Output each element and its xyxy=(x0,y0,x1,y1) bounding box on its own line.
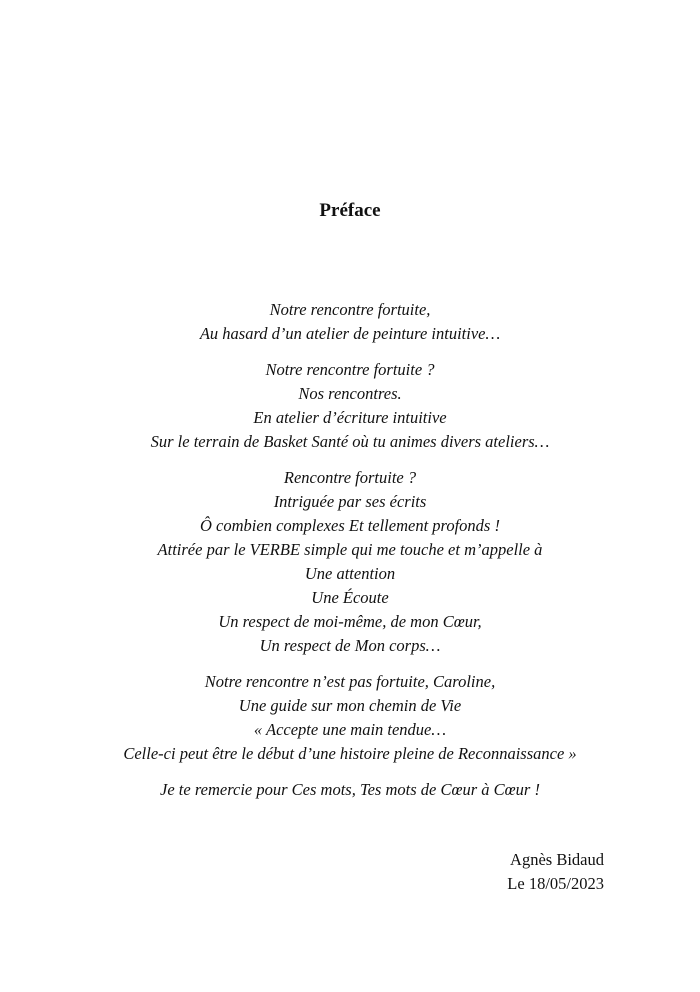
poem-line: Celle-ci peut être le début d’une histoire pleine de Reconnaissance » xyxy=(123,744,577,763)
stanza-4 xyxy=(0,670,700,766)
poem-line: Sur le terrain de Basket Santé où tu animes divers ateliers… xyxy=(150,432,550,451)
signature-name: Agnès Bidaud xyxy=(510,850,604,869)
stanza-2 xyxy=(0,358,700,454)
signature-date: Le 18/05/2023 xyxy=(507,874,604,893)
poem-line: En atelier d’écriture intuitive xyxy=(253,408,447,427)
poem-line: « Accepte une main tendue… xyxy=(253,720,447,739)
poem-line: Attirée par le VERBE simple qui me touche et m’appelle à xyxy=(157,540,543,559)
stanza-3 xyxy=(0,466,700,658)
poem-line: Notre rencontre n’est pas fortuite, Caroline, xyxy=(204,672,496,691)
page-title: Préface xyxy=(319,200,381,221)
poem-line: Nos rencontres. xyxy=(298,384,402,403)
poem-line: Un respect de Mon corps… xyxy=(259,636,441,655)
poem-line: Je te remercie pour Ces mots, Tes mots de Cœur à Cœur ! xyxy=(160,780,540,799)
signature-block xyxy=(507,848,604,896)
poem-line: Ô combien complexes Et tellement profonds ! xyxy=(200,516,500,535)
poem xyxy=(0,298,700,814)
poem-line: Intriguée par ses écrits xyxy=(273,492,427,511)
poem-line: Une Écoute xyxy=(311,588,389,607)
poem-line: Au hasard d’un atelier de peinture intuitive… xyxy=(199,324,501,343)
poem-line: Notre rencontre fortuite ? xyxy=(265,360,435,379)
poem-line: Notre rencontre fortuite, xyxy=(269,300,431,319)
stanza-5 xyxy=(0,778,700,802)
poem-line: Une guide sur mon chemin de Vie xyxy=(238,696,462,715)
poem-line: Un respect de moi-même, de mon Cœur, xyxy=(218,612,482,631)
poem-line: Une attention xyxy=(304,564,396,583)
poem-line: Rencontre fortuite ? xyxy=(283,468,417,487)
stanza-1 xyxy=(0,298,700,346)
